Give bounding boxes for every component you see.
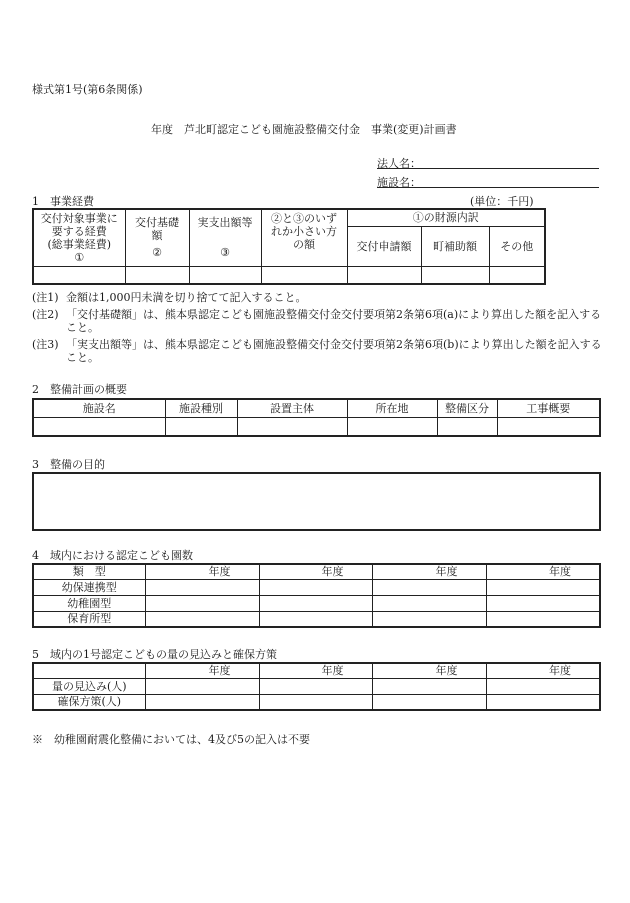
section1-heading: 1 事業経費 (32, 195, 94, 208)
form-id: 様式第1号(第6条関係) (32, 83, 143, 96)
expense-table (32, 208, 546, 285)
section2-heading: 2 整備計画の概要 (32, 383, 127, 396)
note-3: (注3) 「実支出額等」は、熊本県認定こども園施設整備交付金交付要項第2条第6項(b)により算出した額を記入すること。 (32, 338, 602, 364)
count-row-label: 幼保連携型 (33, 579, 145, 595)
count-cell[interactable] (259, 611, 372, 627)
kodomoen-count-table (32, 563, 601, 628)
expense-cell[interactable] (189, 266, 261, 284)
expense-cell[interactable] (125, 266, 189, 284)
count-header-year: 年度 (486, 564, 600, 579)
demand-header-year: 年度 (259, 663, 372, 678)
expense-cell[interactable] (33, 266, 125, 284)
demand-cell[interactable] (145, 694, 259, 710)
demand-header-year: 年度 (486, 663, 600, 678)
demand-cell[interactable] (486, 678, 600, 694)
count-row-label: 幼稚園型 (33, 595, 145, 611)
expense-col-other: その他 (489, 226, 545, 266)
plan-input-row (33, 417, 600, 436)
demand-cell[interactable] (145, 678, 259, 694)
count-cell[interactable] (259, 595, 372, 611)
demand-header-blank (33, 663, 145, 678)
count-header-year: 年度 (372, 564, 486, 579)
demand-row-label: 量の見込み(人) (33, 678, 145, 694)
count-header-year: 年度 (259, 564, 372, 579)
count-header-year: 年度 (145, 564, 259, 579)
section4-heading: 4 域内における認定こども園数 (32, 549, 193, 562)
demand-header-year: 年度 (145, 663, 259, 678)
purpose-box[interactable] (32, 472, 601, 531)
corporation-name-line (377, 168, 599, 169)
count-cell[interactable] (145, 595, 259, 611)
expense-col-actual: 実支出額等 ③ (189, 209, 261, 266)
count-cell[interactable] (259, 579, 372, 595)
count-cell[interactable] (372, 579, 486, 595)
demand-supply-table (32, 662, 601, 711)
expense-col-funding: ①の財源内訳 (347, 209, 545, 226)
expense-col-base: 交付基礎 額 ② (125, 209, 189, 266)
footnote: ※ 幼稚園耐震化整備においては、4及び5の記入は不要 (32, 733, 310, 746)
plan-header-operator: 設置主体 (237, 399, 347, 417)
expense-cell[interactable] (489, 266, 545, 284)
expense-col-total: 交付対象事業に 要する経費 (総事業経費) ① (33, 209, 125, 266)
note-1: (注1) 金額は1,000円未満を切り捨てて記入すること。 (32, 291, 307, 304)
expense-col-town-subsidy: 町補助額 (421, 226, 489, 266)
note-2: (注2) 「交付基礎額」は、熊本県認定こども園施設整備交付金交付要項第2条第6項(a)により算出した額を記入すること。 (32, 308, 602, 334)
plan-cell[interactable] (437, 417, 497, 436)
count-cell[interactable] (486, 611, 600, 627)
count-cell[interactable] (145, 579, 259, 595)
expense-input-row (33, 266, 545, 284)
expense-cell[interactable] (347, 266, 421, 284)
plan-header-location: 所在地 (347, 399, 437, 417)
count-row-label: 保育所型 (33, 611, 145, 627)
plan-cell[interactable] (165, 417, 237, 436)
plan-cell[interactable] (33, 417, 165, 436)
plan-cell[interactable] (237, 417, 347, 436)
demand-cell[interactable] (486, 694, 600, 710)
corporation-label: 法人名： (377, 157, 421, 170)
plan-header-facility: 施設名 (33, 399, 165, 417)
count-cell[interactable] (486, 579, 600, 595)
count-header-type: 類 型 (33, 564, 145, 579)
plan-overview-table (32, 398, 601, 437)
plan-header-type: 施設種別 (165, 399, 237, 417)
demand-cell[interactable] (259, 678, 372, 694)
count-cell[interactable] (145, 611, 259, 627)
expense-cell[interactable] (261, 266, 347, 284)
expense-cell[interactable] (421, 266, 489, 284)
demand-cell[interactable] (372, 694, 486, 710)
plan-cell[interactable] (347, 417, 437, 436)
page-title: 年度 芦北町認定こども園施設整備交付金 事業(変更)計画書 (151, 123, 457, 136)
expense-col-application: 交付申請額 (347, 226, 421, 266)
facility-name-line (377, 187, 599, 188)
section1-unit: (単位：千円) (470, 195, 534, 208)
count-cell[interactable] (372, 595, 486, 611)
section5-heading: 5 域内の1号認定こどもの量の見込みと確保方策 (32, 648, 277, 661)
demand-header-year: 年度 (372, 663, 486, 678)
plan-header-category: 整備区分 (437, 399, 497, 417)
demand-row-label: 確保方策(人) (33, 694, 145, 710)
expense-col-smaller: ②と③のいず れか小さい方 の額 (261, 209, 347, 266)
facility-label: 施設名： (377, 176, 421, 189)
demand-cell[interactable] (259, 694, 372, 710)
demand-cell[interactable] (372, 678, 486, 694)
section3-heading: 3 整備の目的 (32, 458, 105, 471)
plan-header-work: 工事概要 (497, 399, 600, 417)
plan-cell[interactable] (497, 417, 600, 436)
count-cell[interactable] (486, 595, 600, 611)
count-cell[interactable] (372, 611, 486, 627)
